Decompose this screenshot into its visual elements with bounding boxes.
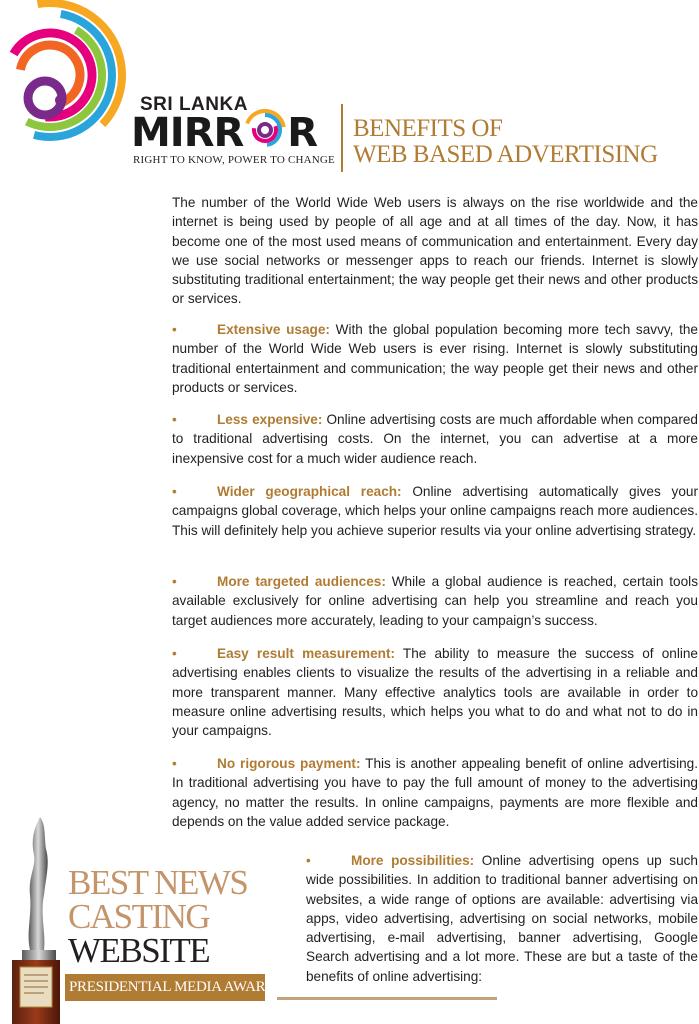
benefit-text: Online advertising opens up such wide possibilities. In addition to traditional banner advertising on websites, a wide range of options are available: advertising via apps, video advertising, advertising on social networks, mobile advertising, e-mail advertising, banner advertising, Google Search advertising and a lot more. These are but a taste of the benefits of online advertising: [306,853,698,984]
benefit-item [306,851,698,986]
benefit-term: Less expensive: [217,412,323,427]
benefit-item [172,410,698,468]
benefit-text: Online advertising costs are much affordable when compared to traditional advertising costs. On the internet, you can advertise at a more inexpensive cost for a much wider audience reach. [172,412,698,466]
benefit-text: The ability to measure the success of online advertising enables clients to visualize the results of the advertising in a reliable and more transparent manner. Many effective analytics tools are available in order to measure online advertising results, which helps you what to do and what not to do in your campaigns. [172,646,698,739]
benefit-item [172,320,698,397]
benefit-item [172,754,698,831]
footer-divider [277,997,497,1000]
brand-tagline: RIGHT TO KNOW, POWER TO CHANGE [133,154,335,166]
benefit-text: With the global population becoming more tech savvy, the number of the World Wide Web users is ever rising. Internet is slowly substituting traditional entertainment and communication; the way people get their news and other products or services. [172,322,698,395]
award-line3: WEBSITE [68,931,210,970]
benefit-item [172,572,698,630]
bullet-icon: • [172,756,177,771]
benefit-term: No rigorous payment: [217,756,361,771]
award-band: PRESIDENTIAL MEDIA AWARDS [65,974,265,1001]
award-title [68,863,248,970]
benefit-text: While a global audience is reached, certain tools available exclusively for online advertising can help you streamline and reach you target audiences more accurately, leading to your campaign’s success. [172,574,698,628]
bullet-icon: • [172,322,177,337]
award-line1: BEST NEWS [68,863,248,902]
benefit-term: Easy result measurement: [217,646,395,661]
brand-name-part2: R [287,110,318,156]
brand-o-icon [243,108,287,152]
benefit-term: More possibilities: [351,853,475,868]
bullet-icon: • [172,412,177,427]
benefit-term: Extensive usage: [217,322,330,337]
page-title-line1: BENEFITS OF [353,115,503,142]
brand-name-part1: MIRR [131,110,244,156]
page-title-line2: WEB BASED ADVERTISING [353,141,658,168]
page-title [353,116,658,168]
award-line2: CASTING [68,897,210,936]
bullet-icon: • [172,484,177,499]
bullet-icon: • [306,853,311,868]
intro-paragraph: The number of the World Wide Web users is always on the rise worldwide and the internet is being used by people of all age and at all times of the day. Now, it has become one of the most used means of communication and entertainment. Every day we use social networks or messenger apps to reach our friends. Internet is slowly substituting traditional entertainment; the way people get their news and other products or services. [172,195,698,307]
bullet-icon: • [172,574,177,589]
benefit-term: Wider geographical reach: [217,484,402,499]
benefit-item [172,482,698,540]
benefit-text: Online advertising automatically gives your campaigns global coverage, which helps your online campaigns reach more audiences. This will definitely help you achieve superior results via your online advertising strategy. [172,484,698,538]
bullet-icon: • [172,646,177,661]
trophy-icon [0,815,70,1024]
brand-logo-mark [0,0,140,150]
header-divider [341,104,343,172]
brand-name-main [131,108,317,156]
benefit-item [172,644,698,740]
brand-name-top: SRI LANKA [140,94,248,115]
benefit-term: More targeted audiences: [217,574,386,589]
benefit-text: This is another appealing benefit of online advertising. In traditional advertising you have to pay the full amount of money to the advertising agency, no matter the results. In online campaigns, payments are more flexible and depends on the value added service package. [172,756,699,829]
